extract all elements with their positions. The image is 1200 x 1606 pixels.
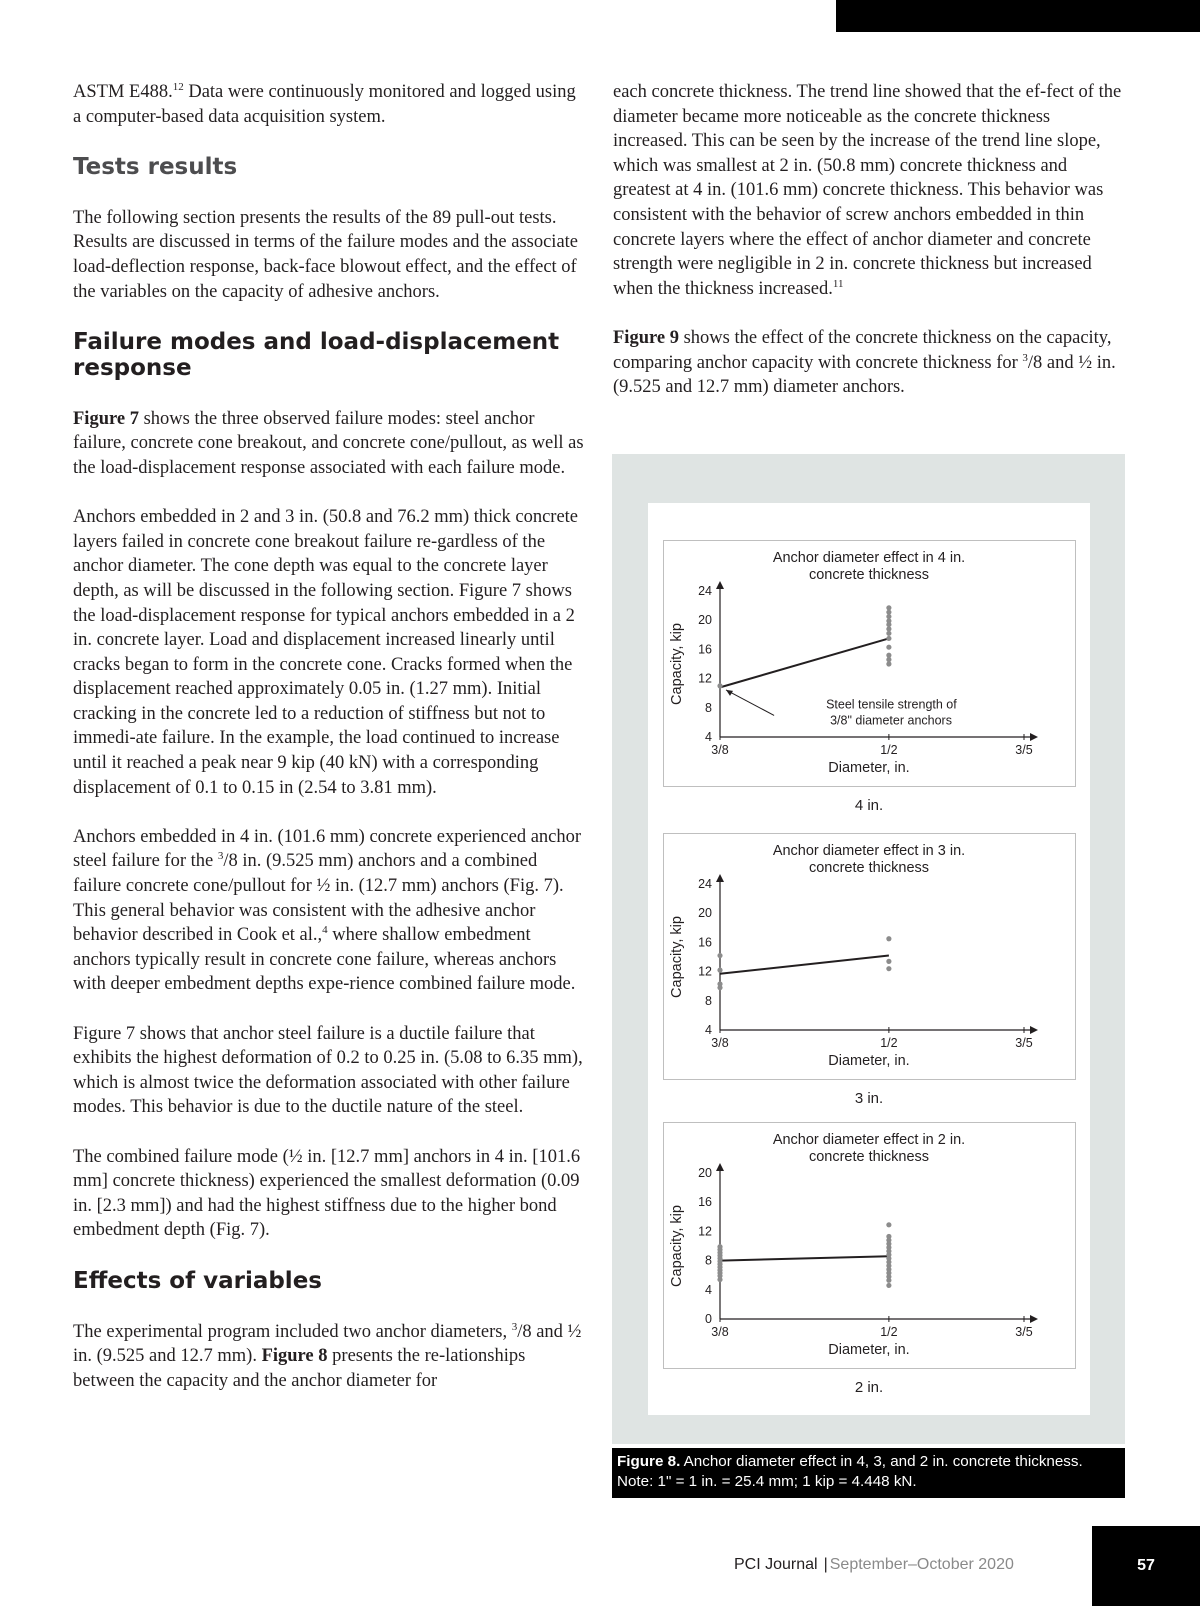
data-point bbox=[886, 959, 891, 964]
page-footer bbox=[734, 1556, 1014, 1574]
chart-3in bbox=[664, 834, 1075, 1079]
x-tick-label: 3/5 bbox=[1015, 1036, 1033, 1050]
x-axis-arrow bbox=[1030, 1315, 1038, 1323]
data-point bbox=[886, 1283, 891, 1288]
chart-4in bbox=[664, 541, 1075, 786]
page-number-box bbox=[1092, 1526, 1200, 1606]
chart-title-line-1: Anchor diameter effect in 2 in. bbox=[772, 1132, 966, 1148]
chart-title-line-1: Anchor diameter effect in 4 in. bbox=[772, 550, 966, 566]
y-tick-label: 8 bbox=[705, 700, 712, 715]
paragraph-astm: ASTM E488.12 Data were continuously monitored and logged using a computer-based data acquisition system. bbox=[73, 80, 576, 127]
annotation-arrow-line bbox=[726, 690, 774, 716]
y-tick-label: 4 bbox=[705, 730, 712, 744]
y-tick-label: 16 bbox=[698, 1195, 712, 1210]
y-tick-label: 12 bbox=[698, 671, 712, 686]
right-column bbox=[613, 80, 1129, 424]
y-tick-label: 4 bbox=[705, 1023, 712, 1037]
y-axis-label: Capacity, kip bbox=[669, 916, 685, 998]
page-number: 57 bbox=[1137, 1557, 1155, 1574]
data-point bbox=[717, 1244, 722, 1249]
annotation-text-line: Steel tensile strength of bbox=[826, 697, 957, 712]
y-tick-label: 12 bbox=[698, 1224, 712, 1239]
x-tick-label: 1/2 bbox=[880, 1036, 898, 1050]
data-point bbox=[886, 645, 891, 650]
heading-failure-modes: Failure modes and load-displacement response bbox=[73, 328, 560, 381]
chart-title-line-2: concrete thickness bbox=[808, 567, 930, 583]
chart-title-line-2: concrete thickness bbox=[808, 860, 930, 876]
data-point bbox=[886, 1234, 891, 1239]
paragraph-ductile: Figure 7 shows that anchor steel failure is a ductile failure that exhibits the highest deformation of 0.2 to 0.25 in. (5.08 to 6.35 mm), which is almost twice the deformation associated with other failure modes. This behavior is due to the ductile nature of the steel. bbox=[73, 1023, 583, 1118]
chart-2in-box bbox=[663, 1122, 1076, 1369]
y-tick-label: 20 bbox=[698, 613, 712, 628]
data-point bbox=[717, 683, 722, 688]
data-point bbox=[717, 968, 722, 973]
y-tick-label: 16 bbox=[698, 935, 712, 950]
x-axis-arrow bbox=[1030, 733, 1038, 741]
trend-line bbox=[720, 956, 889, 974]
footer-separator: | bbox=[823, 1556, 828, 1573]
chart-title-line-1: Anchor diameter effect in 3 in. bbox=[772, 843, 966, 859]
chart-title-line-2: concrete thickness bbox=[808, 1149, 930, 1165]
issue-date: September–October 2020 bbox=[829, 1556, 1014, 1573]
y-tick-label: 12 bbox=[698, 964, 712, 979]
x-axis-label: Diameter, in. bbox=[828, 1342, 910, 1358]
y-tick-label: 24 bbox=[698, 584, 712, 598]
chart-2in bbox=[664, 1123, 1075, 1368]
x-tick-label: 1/2 bbox=[880, 743, 898, 757]
x-axis-label: Diameter, in. bbox=[828, 1053, 910, 1069]
x-tick-label: 3/8 bbox=[711, 743, 729, 757]
data-point bbox=[886, 966, 891, 971]
y-tick-label: 24 bbox=[698, 877, 712, 891]
paragraph-results-intro: The following section presents the results of the 89 pull-out tests. Results are discussed in terms of the failure modes and the associate load-deflection response, back-face blowout effect, and the effect of the variables on the capacity of adhesive anchors. bbox=[73, 207, 579, 302]
data-point bbox=[886, 605, 891, 610]
figure-8-caption: Figure 8. Anchor diameter effect in 4, 3, and 2 in. concrete thickness. Note: 1" = 1 in. = 25.4 mm; 1 kip = 4.448 kN. bbox=[612, 1448, 1125, 1498]
chart-3in-sublabel: 3 in. bbox=[854, 1090, 884, 1107]
y-axis-arrow bbox=[716, 874, 724, 882]
y-tick-label: 20 bbox=[698, 906, 712, 921]
y-tick-label: 4 bbox=[705, 1282, 712, 1297]
paragraph-trend-line: each concrete thickness. The trend line showed that the ef-fect of the diameter became more noticeable as the concrete thickness increased. This can be seen by the increase of the trend line slope, which was smallest at 2 in. (50.8 mm) concrete thickness and greatest at 4 in. (101.6 mm) concrete thickness. This behavior was consistent with the behavior of screw anchors embedded in thin concrete layers where the effect of anchor diameter and concrete strength were negligible in 2 in. concrete thickness but increased when the thickness increased.$^{11}$ bbox=[613, 82, 1122, 299]
heading-effects-of-variables: Effects of variables bbox=[73, 1267, 322, 1294]
chart-3in-box bbox=[663, 833, 1076, 1080]
paragraph-4in-concrete: Anchors embedded in 4 in. (101.6 mm) concrete experienced anchor steel failure for the $^3$/8 in. (9.525 mm) anchors and a combined failure concrete cone/pullout for ½ in. (12.7 mm) anchors (Fig. 7). This general behavior was consistent with the adhesive anchor behavior described in Cook et al.,$^4$ where shallow embedment anchors typically result in concrete cone failure, whereas anchors with deeper embedment depths expe-rience combined failure mode. bbox=[73, 826, 582, 995]
x-tick-label: 1/2 bbox=[880, 1325, 898, 1339]
top-black-bar bbox=[836, 0, 1200, 32]
paragraph-diameters: The experimental program included two anchor diameters, $^3$/8 and ½ in. (9.525 and 12.7 mm). Figure 8 presents the re-lationships between the capacity and the anchor diameter for bbox=[73, 1320, 582, 1391]
paragraph-cone-breakout: Anchors embedded in 2 and 3 in. (50.8 and 76.2 mm) thick concrete layers failed in concrete cone breakout failure re-gardless of the anchor diameter. The cone depth was equal to the concrete layer depth, as will be discussed in the following section. Figure 7 shows the load-displacement response for typical anchors embedded in a 2 in. concrete layer. Load and displacement increased linearly until cracks began to form in the concrete cone. Cracks formed when the displacement reached approximately 0.05 in. (1.27 mm). Initial cracking in the concrete led to a reduction of stiffness but not to immedi-ate failure. In the example, the load continued to increase until it reached a peak near 9 kip (40 kN) with a corresponding displacement of 0.1 to 0.15 in (2.54 to 3.81 mm). bbox=[73, 507, 579, 798]
chart-2in-sublabel: 2 in. bbox=[854, 1379, 884, 1396]
data-point bbox=[886, 1222, 891, 1227]
heading-tests-results: Tests results bbox=[73, 153, 238, 180]
x-tick-label: 3/5 bbox=[1015, 743, 1033, 757]
paragraph-figure7: Figure 7 shows the three observed failure modes: steel anchor failure, concrete cone breakout, and concrete cone/pullout, as well as the load-displacement response associated with each failure mode. bbox=[73, 408, 584, 478]
chart-4in-sublabel: 4 in. bbox=[854, 797, 884, 814]
left-column bbox=[73, 80, 587, 1418]
annotation-text-line: 3/8" diameter anchors bbox=[830, 713, 952, 728]
data-point bbox=[886, 936, 891, 941]
data-point bbox=[886, 653, 891, 658]
paragraph-combined-failure: The combined failure mode (½ in. [12.7 mm] anchors in 4 in. [101.6 mm] concrete thickness) experienced the smallest deformation (0.09 in. [2.3 mm]) and had the highest stiffness due to the higher bond embedment depth (Fig. 7). bbox=[73, 1146, 581, 1241]
y-tick-label: 0 bbox=[705, 1312, 712, 1326]
x-tick-label: 3/5 bbox=[1015, 1325, 1033, 1339]
data-point bbox=[717, 953, 722, 958]
y-axis-label: Capacity, kip bbox=[669, 623, 685, 705]
data-point bbox=[886, 636, 891, 641]
journal-name: PCI Journal bbox=[734, 1556, 818, 1573]
y-tick-label: 8 bbox=[705, 993, 712, 1008]
chart-4in-box bbox=[663, 540, 1076, 787]
y-tick-label: 20 bbox=[698, 1166, 712, 1180]
x-tick-label: 3/8 bbox=[711, 1036, 729, 1050]
y-axis-label: Capacity, kip bbox=[669, 1205, 685, 1287]
paragraph-figure9: Figure 9 shows the effect of the concrete thickness on the capacity, comparing anchor capacity with concrete thickness for $^3$/8 and ½ in. (9.525 and 12.7 mm) diameter anchors. bbox=[613, 327, 1116, 398]
trend-line bbox=[720, 638, 889, 687]
y-axis-arrow bbox=[716, 581, 724, 589]
y-axis-arrow bbox=[716, 1163, 724, 1171]
x-tick-label: 3/8 bbox=[711, 1325, 729, 1339]
x-axis-arrow bbox=[1030, 1026, 1038, 1034]
x-axis-label: Diameter, in. bbox=[828, 760, 910, 776]
trend-line bbox=[720, 1256, 889, 1260]
y-tick-label: 8 bbox=[705, 1253, 712, 1268]
data-point bbox=[717, 981, 722, 986]
y-tick-label: 16 bbox=[698, 642, 712, 657]
